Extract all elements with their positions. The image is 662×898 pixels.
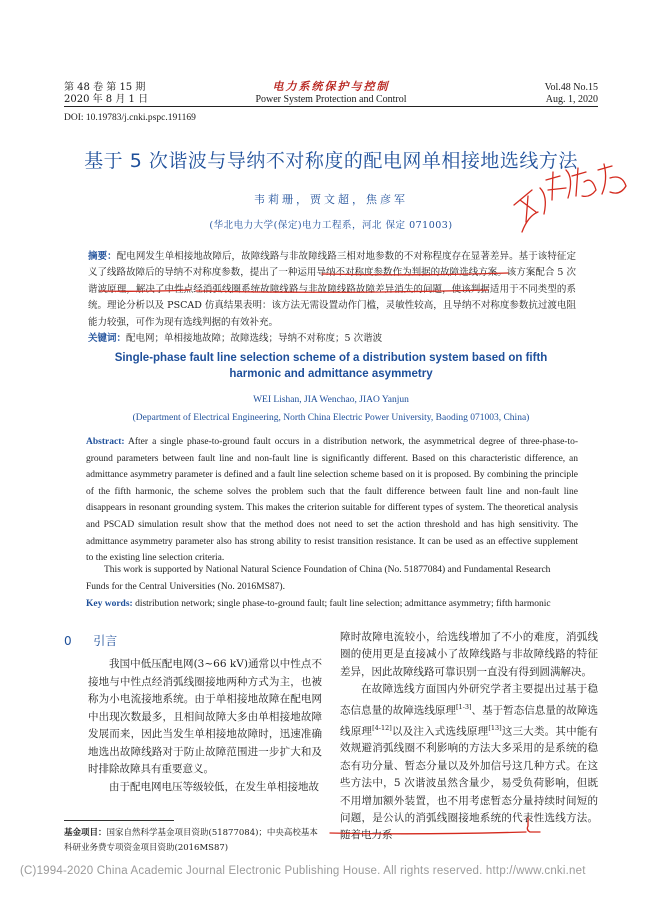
volume-cn: 第 48 卷 第 15 期: [64, 82, 146, 93]
citation-ref: [4-12]: [372, 723, 392, 732]
paper-title-en: [0, 350, 662, 382]
date-en: Aug. 1, 2020: [545, 94, 598, 105]
body-paragraph: 障时故障电流较小，给选线增加了不小的难度，消弧线圈的使用更是直接减小了故障线路与非故障线路的特征差异，因此故障线路可靠识别一直没有得到圆满解决。: [340, 631, 598, 678]
date-cn: 2020 年 8 月 1 日: [64, 94, 149, 105]
journal-name-en: Power System Protection and Control: [255, 94, 407, 105]
footnote-label: 基金项目：: [64, 828, 107, 838]
body-paragraph: 由于配电网电压等级较低，在发生单相接地故: [109, 780, 319, 793]
funding-en: [86, 562, 578, 595]
footnote: [64, 826, 320, 856]
paper-title-cn: 基于 5 次谐波与导纳不对称度的配电网单相接地选线方法: [84, 150, 578, 172]
body-paragraph: 我国中低压配电网(3~66 kV)通常以中性点不接地与中性点经消弧线圈接地两种方式为主，也被称为小电流接地系统。由于单相接地故障在配电网中出现次数最多，且相间故障大多由单相接地故障发展而来，因此当发生单相接地故障时，迅速准确地选出故障线路对于防止故障范围进一步扩大和及时排除故障具有重要意义。: [88, 658, 322, 775]
paper-title-en-line1: Single-phase fault line selection scheme of a distribution system based on fifth: [114, 352, 548, 364]
section-heading: [64, 632, 117, 649]
header-rule: [64, 106, 598, 107]
body-paragraph: [340, 681, 598, 845]
header-right: [545, 82, 598, 106]
keywords-en-text: distribution network; single phase-to-ground fault; fault line selection; admittance asymmetry; fifth harmonic: [135, 599, 551, 609]
section-title: 引言: [93, 634, 118, 648]
authors-en: WEI Lishan, JIA Wenchao, JIAO Yanjun: [253, 395, 409, 405]
abstract-cn: [88, 249, 576, 347]
body-text: 这三大类。其中能有效规避消弧线圈不利影响的方法大多采用的是系统的稳态有功分量、暂态分量以及外加信号这几种方式。在这些方法中，5 次谐波虽然含量少，易受负荷影响，但既不用增加额外装置，也不用考虑暂态分量持续时间短的问题，是公认的消弧线圈接地系统的代表性选线方法。随着电力系: [340, 725, 598, 842]
doi: DOI: 10.19783/j.cnki.pspc.191169: [64, 113, 196, 123]
abstract-cn-label: 摘要：: [88, 251, 117, 262]
section-number: 0: [64, 634, 72, 648]
volume-en: Vol.48 No.15: [544, 82, 598, 93]
body-text: 在故障选线方面国内外研究学者主要提出过基于稳态信息量的故障选线原理: [340, 683, 598, 717]
body-text: 、基于暂态信息量的故障选线原理: [340, 704, 599, 738]
keywords-cn-text: 配电网；单相接地故障；故障选线；导纳不对称度；5 次谐波: [126, 333, 383, 345]
footnote-rule: [64, 820, 174, 821]
affiliation-en: (Department of Electrical Engineering, North China Electric Power University, Baoding 071003, China): [132, 413, 530, 423]
paper-title-en-line2: harmonic and admittance asymmetry: [229, 368, 433, 380]
citation-ref: [1-3]: [455, 702, 472, 711]
copyright-watermark: (C)1994-2020 China Academic Journal Electronic Publishing House. All rights reserved. http://www.cnki.net: [20, 865, 586, 877]
funding-en-line2: Funds for the Central Universities (No. 2016MS87).: [86, 581, 285, 592]
citation-ref: [13]: [488, 723, 502, 732]
body-text: 以及注入式选线原理: [391, 725, 489, 738]
abstract-en-label: Abstract:: [86, 437, 125, 447]
body-left-column: [88, 656, 322, 796]
authors-cn: 韦莉珊，贾文超，焦彦军: [254, 193, 408, 206]
keywords-cn-label: 关键词：: [88, 333, 127, 345]
abstract-en: [86, 434, 578, 567]
affiliation-cn: (华北电力大学(保定)电力工程系，河北 保定 071003): [209, 220, 453, 231]
body-right-column: [340, 629, 598, 845]
abstract-en-text: After a single phase-to-ground fault occurs in a distribution network, the asymmetrical degree of three-phase-to-ground parameters between fault line and non-fault line is significantly different. Based on this characteristic difference, an admittance asymmetry parameter is defined and a fault line selection scheme based on it is proposed. By combining the principle of the fifth harmonic, the scheme solves the problem such that the fault difference between fault line and non-fault line disappears in resonant grounding system. This makes the criterion suitable for different types of system. The theoretical analysis and PSCAD simulation result show that the method does not need to set the action threshold and has high sensitivity. The admittance asymmetry parameter also has strong ability to resist transition resistance. It can be used as an effective supplement to the existing line selection criteria.: [86, 437, 578, 564]
funding-en-line1: This work is supported by National Natural Science Foundation of China (No. 51877084) and Fundamental Research: [104, 565, 551, 575]
footnote-text: 国家自然科学基金项目资助(51877084)；中央高校基本科研业务费专项资金项目资助(2016MS87): [64, 828, 318, 853]
keywords-en-label: Key words:: [86, 599, 133, 609]
abstract-cn-text: 配电网发生单相接地故障后，故障线路与非故障线路三相对地参数的不对称程度存在显著差异。基于该特征定义了线路故障后的导纳不对称度参数，提出了一种运用导纳不对称度参数作为判据的故障选线方案。该方案配合 5 次谐波原理，解决了中性点经消弧线圈系统故障线路与非故障线路故障差异消失的问题，使该判据适用于不同类型的系统。理论分析以及 PSCAD 仿真结果表明：该方法无需设置动作门槛，灵敏性较高，且导纳不对称度参数抗过渡电阻能力较强，可作为现有选线判据的有效补充。: [88, 251, 576, 328]
keywords-en: [86, 597, 586, 611]
journal-name-cn: 电力系统保护与控制: [272, 80, 390, 93]
